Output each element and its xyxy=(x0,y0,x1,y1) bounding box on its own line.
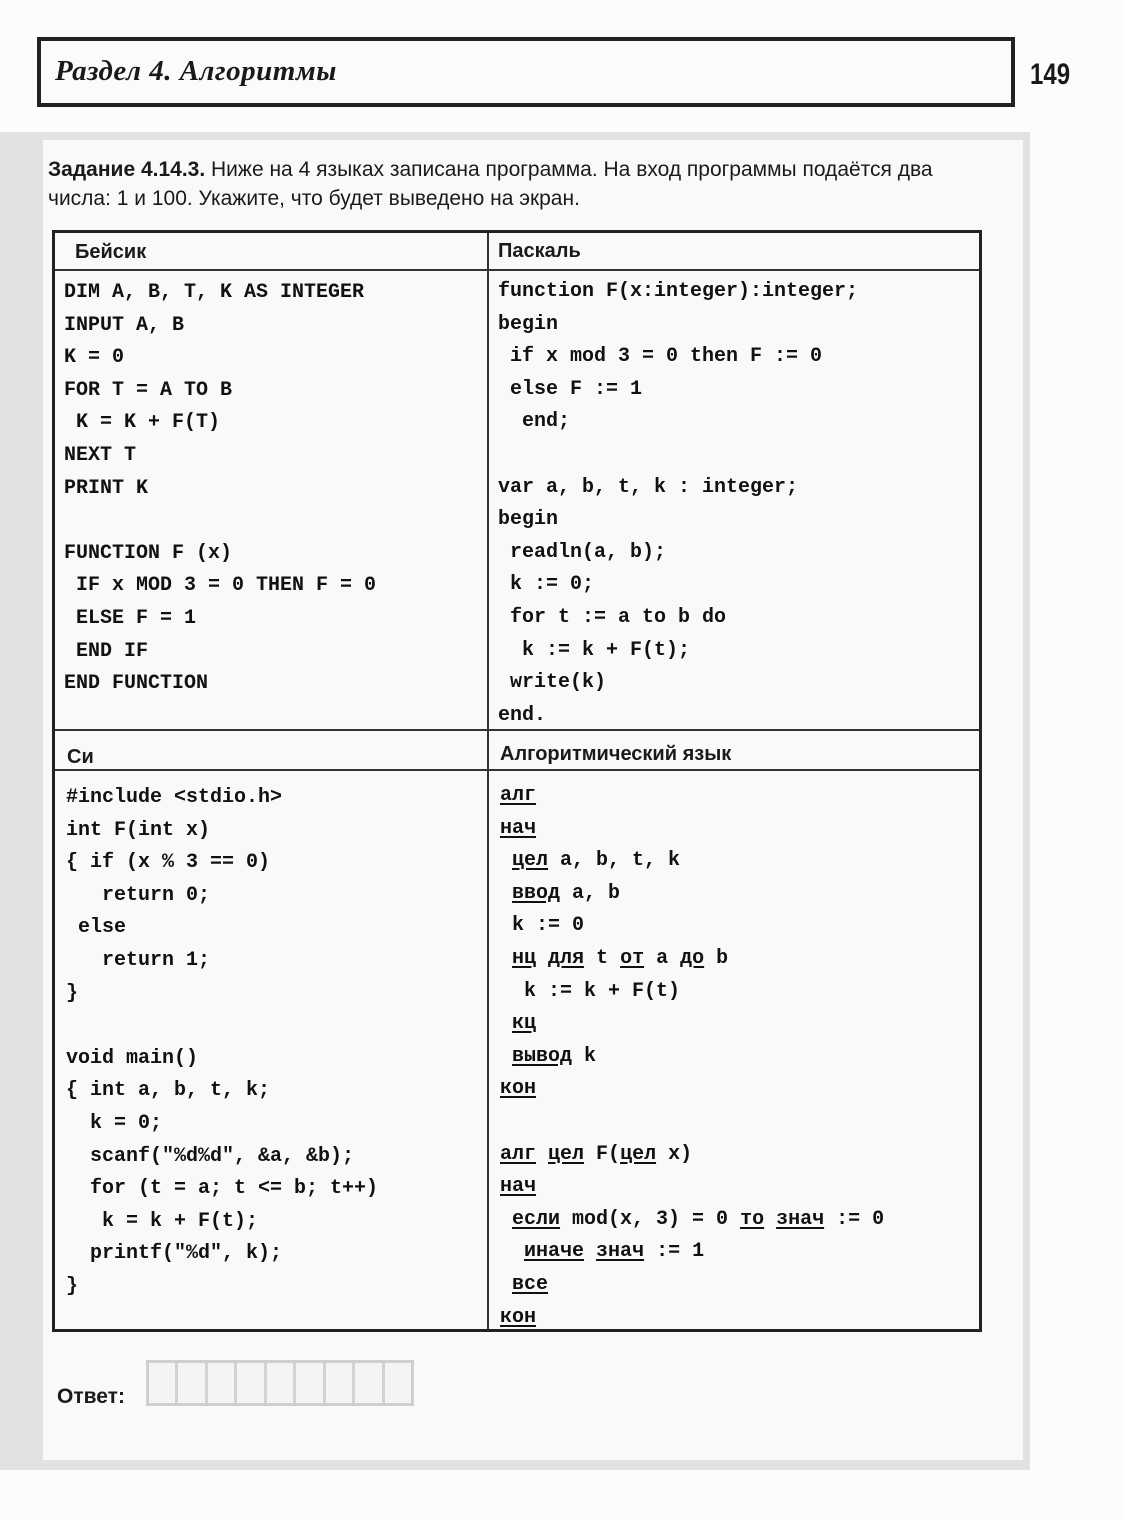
answer-label: Ответ: xyxy=(57,1385,125,1408)
algo-keyword: нач xyxy=(500,1175,537,1199)
algo-text xyxy=(536,1143,548,1166)
algo-text: a, b xyxy=(560,881,621,905)
algo-line xyxy=(500,1077,536,1100)
algo-text: := 0 xyxy=(824,1207,885,1231)
algo-text: F( xyxy=(584,1142,621,1166)
algo-keyword: цел xyxy=(512,849,549,873)
answer-cell[interactable] xyxy=(296,1363,325,1403)
algo-text xyxy=(500,1240,524,1263)
basic-code: DIM A, B, T, K AS INTEGER INPUT A, B K = 0 FOR T = A TO B K = K + F(T) NEXT T PRINT K FUNCTION F (x) IF x MOD 3 = 0 THEN F = 0 ELSE F = 1 END IF END FUNCTION xyxy=(64,281,377,696)
algo-text: mod(x, 3) = 0 xyxy=(560,1207,741,1231)
task-label: Задание 4.14.3. xyxy=(48,158,206,181)
algo-keyword: алг xyxy=(500,1142,537,1166)
column-divider xyxy=(487,233,489,1329)
answer-input[interactable] xyxy=(146,1360,414,1406)
algo-line xyxy=(500,849,680,872)
algo-keyword: кц xyxy=(512,1012,537,1036)
algo-line xyxy=(500,980,680,1003)
algo-code xyxy=(500,780,884,1334)
algo-text: a, b, t, k xyxy=(548,849,681,873)
answer-cell[interactable] xyxy=(267,1363,296,1403)
algo-text: a xyxy=(644,946,681,970)
answer-cell[interactable] xyxy=(326,1363,355,1403)
algo-keyword: знач xyxy=(776,1207,825,1231)
answer-cell[interactable] xyxy=(149,1363,178,1403)
algo-line xyxy=(500,1175,536,1198)
c-header: Си xyxy=(67,746,94,768)
algo-text: k := k + F(t) xyxy=(500,979,681,1003)
algo-keyword: ввод xyxy=(512,881,561,905)
algo-text xyxy=(500,849,512,872)
algo-keyword: до xyxy=(680,946,705,970)
c-code: #include <stdio.h> int F(int x) { if (x % 3 == 0) return 0; else return 1; } void main() { int a, b, t, k; k = 0; scanf("%d%d", &a, &b); for (t = a; t <= b; t++) k = k + F(t); printf("%d", k); } xyxy=(66,786,379,1298)
algo-keyword: все xyxy=(512,1272,549,1296)
algo-line xyxy=(500,817,536,840)
algo-keyword: нач xyxy=(500,816,537,840)
algo-text xyxy=(500,1273,512,1296)
algo-line xyxy=(500,784,536,807)
algo-text xyxy=(500,1045,512,1068)
algo-keyword: если xyxy=(512,1207,561,1231)
pascal-code: function F(x:integer):integer; begin if x mod 3 = 0 then F := 0 else F := 1 end; var a, b, t, k : integer; begin readln(a, b); k := 0; for t := a to b do k := k + F(t); write(k) end. xyxy=(498,280,859,727)
answer-cell[interactable] xyxy=(237,1363,266,1403)
algo-text: := 1 xyxy=(644,1240,705,1264)
algo-text: x) xyxy=(656,1142,693,1166)
basic-header: Бейсик xyxy=(75,241,147,263)
task-text: Ниже на 4 языках записана программа. На вход программы подаётся два числа: 1 и 100. Укажите, что будет выведено на экран. xyxy=(48,158,933,210)
algo-line xyxy=(500,947,728,970)
algo-header: Алгоритмический язык xyxy=(500,743,732,765)
algo-keyword: кон xyxy=(500,1305,537,1329)
algo-keyword: от xyxy=(620,946,645,970)
task-statement xyxy=(48,155,993,213)
algo-text xyxy=(764,1208,776,1231)
answer-cell[interactable] xyxy=(355,1363,384,1403)
section-title: Раздел 4. Алгоритмы xyxy=(55,55,337,87)
algo-keyword: алг xyxy=(500,784,537,807)
answer-cell[interactable] xyxy=(208,1363,237,1403)
algo-text: k xyxy=(572,1044,597,1068)
algo-line xyxy=(500,1306,536,1329)
algo-line xyxy=(500,1240,704,1263)
algo-text xyxy=(500,882,512,905)
algo-text: t xyxy=(584,946,621,970)
algo-line xyxy=(500,882,620,905)
algo-keyword: цел xyxy=(620,1142,657,1166)
algo-keyword: цел xyxy=(548,1142,585,1166)
algo-text xyxy=(584,1240,596,1263)
algo-keyword: то xyxy=(740,1207,765,1231)
algo-keyword: знач xyxy=(596,1240,645,1264)
code-table xyxy=(52,230,982,1332)
algo-line xyxy=(500,1045,596,1068)
row-divider xyxy=(55,269,979,271)
algo-text: k := 0 xyxy=(500,914,585,938)
algo-line xyxy=(500,1208,884,1231)
algo-line xyxy=(500,1273,548,1296)
page-number: 149 xyxy=(1030,58,1071,91)
algo-text: b xyxy=(704,946,729,970)
algo-keyword: кон xyxy=(500,1077,537,1101)
algo-text xyxy=(500,947,512,970)
algo-text xyxy=(536,947,548,970)
section-header xyxy=(37,37,1015,107)
algo-keyword: нц xyxy=(512,946,537,970)
row-divider xyxy=(55,769,979,771)
algo-text xyxy=(500,1208,512,1231)
algo-line xyxy=(500,1143,692,1166)
algo-line xyxy=(500,1012,536,1035)
pascal-header: Паскаль xyxy=(498,240,581,262)
algo-line xyxy=(500,914,584,937)
algo-keyword: для xyxy=(548,946,585,970)
algo-keyword: иначе xyxy=(524,1240,585,1264)
answer-cell[interactable] xyxy=(385,1363,411,1403)
algo-keyword: вывод xyxy=(512,1044,573,1068)
algo-text xyxy=(500,1012,512,1035)
answer-cell[interactable] xyxy=(178,1363,207,1403)
